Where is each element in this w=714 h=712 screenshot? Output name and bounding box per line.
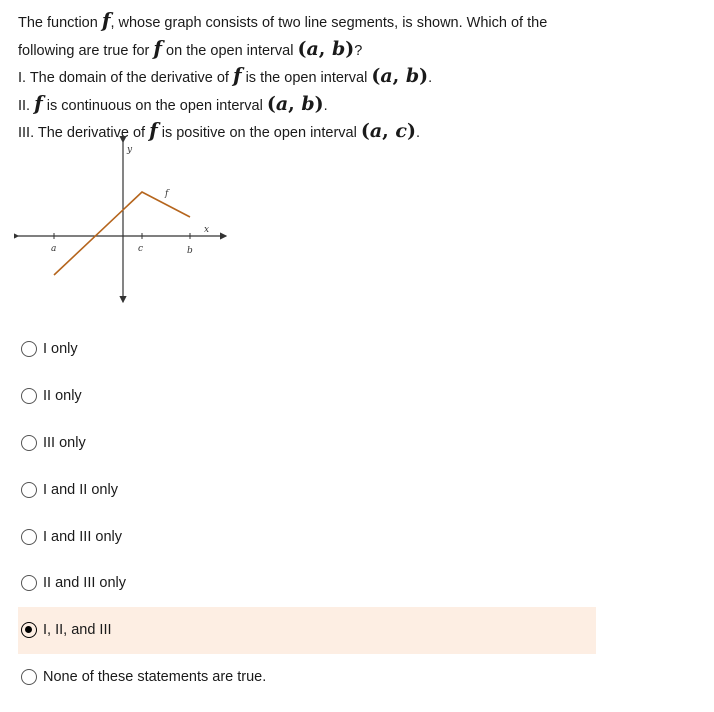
function-graph <box>14 134 234 310</box>
x-axis-label: x <box>204 225 210 235</box>
question-text-segment: is continuous on the open interval <box>42 97 267 114</box>
question-text-segment: III. The derivative of <box>18 125 150 141</box>
radio-button[interactable] <box>21 575 37 591</box>
tick-label-c: c <box>138 244 144 254</box>
answer-option[interactable] <box>18 373 596 420</box>
answer-option[interactable] <box>18 654 596 701</box>
answer-option[interactable] <box>18 420 596 467</box>
function-symbol: f <box>101 8 111 32</box>
question-text-segment: is the open interval <box>241 70 372 86</box>
statement-2 <box>18 91 698 119</box>
question-line-2 <box>18 36 698 64</box>
radio-button[interactable] <box>21 341 37 357</box>
function-curve <box>54 192 190 275</box>
tick-label-b: b <box>187 246 193 256</box>
question-text-segment: , whose graph consists of two line segments, is shown. Which of the <box>110 15 548 31</box>
interval-expression: (a, b) <box>371 65 429 87</box>
option-label: I, II, and III <box>43 622 112 639</box>
answer-option[interactable] <box>18 326 596 373</box>
function-symbol: f <box>34 90 43 115</box>
question-text-segment: II. <box>18 97 35 114</box>
answer-option[interactable] <box>18 466 596 513</box>
interval-expression: (a, c) <box>360 120 416 142</box>
radio-button[interactable] <box>21 435 37 451</box>
radio-button-selected[interactable] <box>21 622 37 638</box>
question-text-segment: The function <box>18 15 102 31</box>
function-symbol: f <box>149 118 158 142</box>
answer-option[interactable] <box>18 513 596 560</box>
radio-button[interactable] <box>21 529 37 545</box>
question-text <box>18 8 698 146</box>
option-label: I and II only <box>43 481 118 498</box>
interval-expression: (a, b) <box>297 37 355 60</box>
radio-button[interactable] <box>21 482 37 498</box>
radio-button[interactable] <box>21 388 37 404</box>
question-text-segment: I. The domain of the derivative of <box>18 70 233 86</box>
answer-options <box>18 326 596 700</box>
tick-label-a: a <box>51 244 57 254</box>
option-label: II only <box>43 388 82 405</box>
question-text-segment: is positive on the open interval <box>157 125 361 141</box>
question-text-segment: . <box>415 125 420 141</box>
y-axis-label: y <box>127 145 133 155</box>
option-label: I and III only <box>43 528 122 545</box>
statement-1 <box>18 63 698 91</box>
question-text-segment: ? <box>354 42 363 59</box>
radio-button[interactable] <box>21 669 37 685</box>
option-label: None of these statements are true. <box>43 668 267 685</box>
question-text-segment: . <box>428 70 433 86</box>
function-symbol: f <box>153 35 163 60</box>
question-text-segment: . <box>323 97 328 114</box>
answer-option-selected[interactable] <box>18 607 596 654</box>
curve-label: f <box>165 189 169 199</box>
question-line-1 <box>18 8 698 36</box>
interval-expression: (a, b) <box>266 92 324 115</box>
function-symbol: f <box>232 63 242 87</box>
option-label: I only <box>43 341 78 358</box>
radio-selected-dot <box>25 626 32 633</box>
option-label: III only <box>43 434 86 451</box>
question-text-segment: following are true for <box>18 42 154 59</box>
answer-option[interactable] <box>18 560 596 607</box>
option-label: II and III only <box>43 575 127 592</box>
question-text-segment: on the open interval <box>162 42 298 59</box>
